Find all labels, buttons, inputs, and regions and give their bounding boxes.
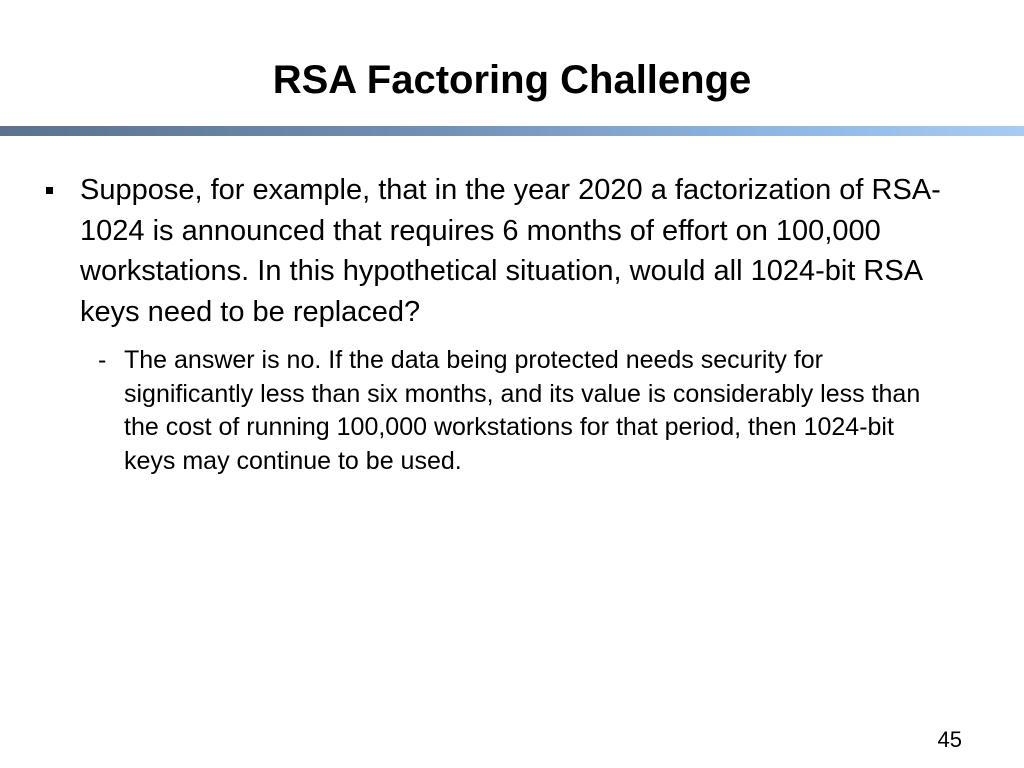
- slide-title: RSA Factoring Challenge: [272, 58, 752, 102]
- title-divider: [0, 126, 1024, 136]
- sub-bullet-list: [80, 344, 984, 478]
- sub-bullet-text: The answer is no. If the data being protected needs security for significantly less than six months, and its value is considerably less than the cost of running 100,000 workstations for that period, then 1024-bit keys may continue to be used.: [124, 346, 921, 475]
- sub-bullet-item: [80, 344, 984, 478]
- dash-bullet-icon: -: [98, 346, 107, 374]
- bullet-text: Suppose, for example, that in the year 2020 a factorization of RSA-1024 is announced that requires 6 months of effort on 100,000 workstations. In this hypothetical situation, would all 1024-bit RSA keys need to be replaced?: [80, 174, 941, 328]
- bullet-item: [0, 170, 1024, 478]
- page-number: 45: [937, 727, 962, 752]
- bullet-list: [0, 170, 1024, 478]
- square-bullet-icon: [46, 187, 53, 194]
